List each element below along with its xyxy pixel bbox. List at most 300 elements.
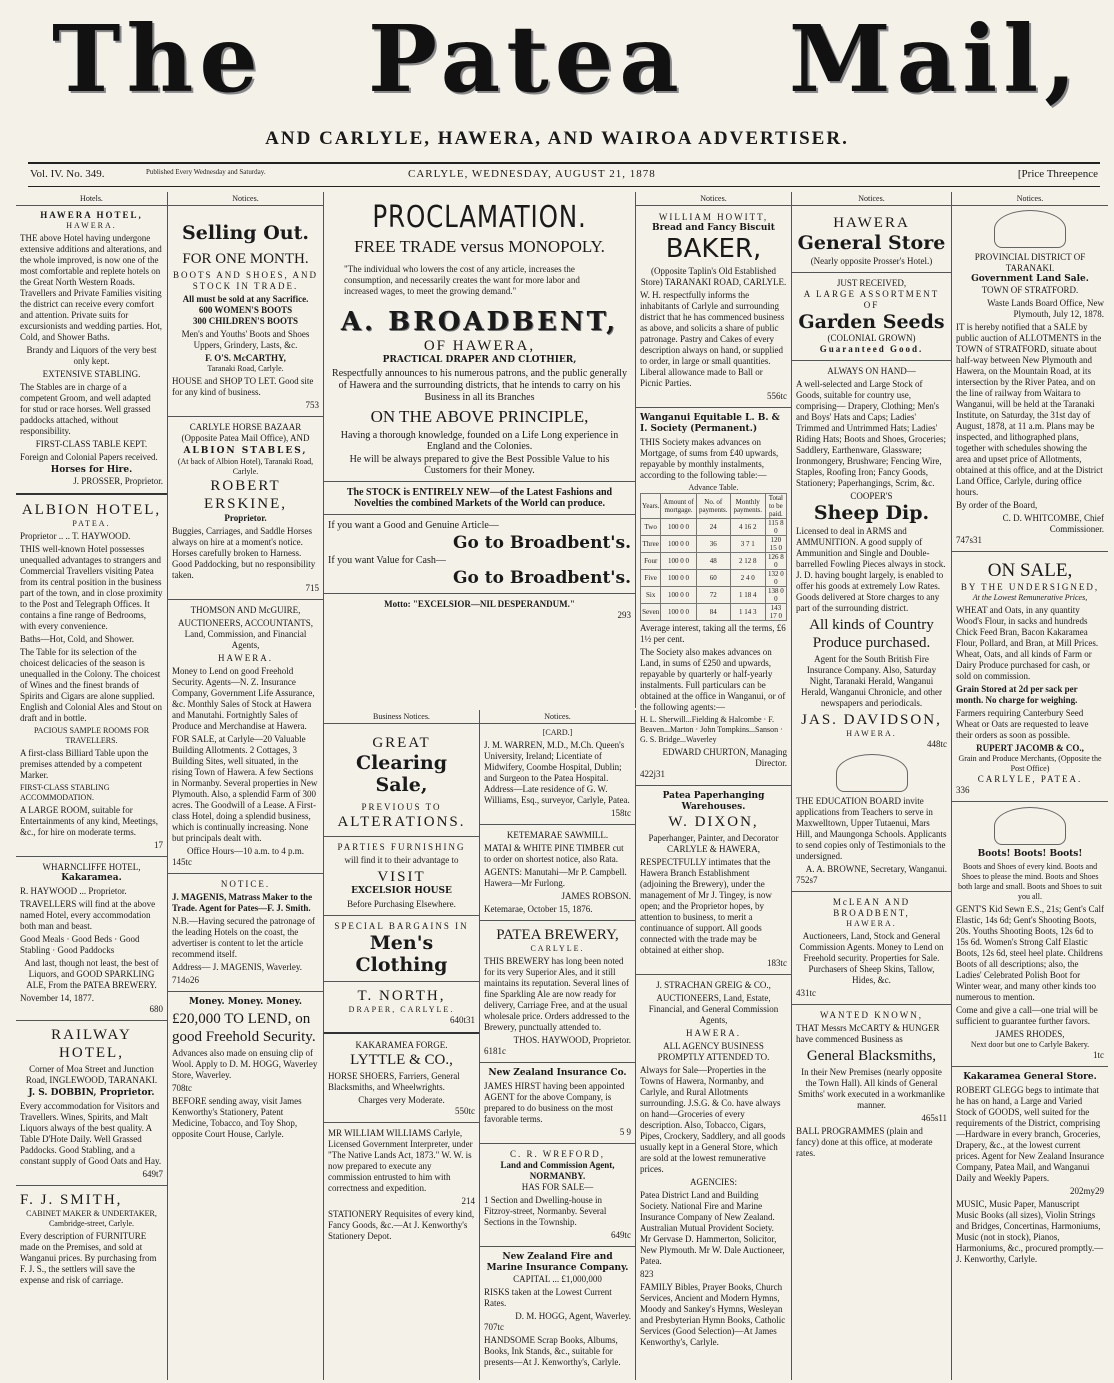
table-header-row [641, 494, 787, 519]
ad-text: IT is hereby notified that a SALE by public auction of ALLOTMENTS in the TOWN of STRATFORD, situate about half-way between New Plymouth and Hawera, on the Mountain Road, at its intersection by the River Patea, and on the line of railway from Waitara to Wanganui, will be held at the Taranaki Institute, on Saturday, the 31st day of August, 1878, at 11 a.m. Plans may be inspected, and lithographed plans, together with schedules showing the area and upset price of Allotments, obtained at this office, and at the District Land Office, Carlyle, during office hours. [956, 322, 1103, 497]
table-cell: 36 [696, 536, 730, 553]
ad-text: Auctioneers, Land, Stock and General Commission Agents. Money to Lend on Freehold security. Properties for Sale. Purchasers of Sheep Skins, Tallow, Hides, &c. [799, 931, 944, 985]
ad-subhead: 300 CHILDREN'S BOOTS [192, 316, 299, 326]
advance-table [640, 493, 787, 621]
ad-code: 752s7 [796, 875, 818, 885]
ad-subhead: Horses for Hire. [50, 465, 133, 475]
ad-subhead: A LARGE ASSORTMENT OF [803, 289, 940, 310]
ad-title: GREAT [372, 735, 431, 751]
masthead-word: Patea [367, 5, 685, 113]
ad-address: (At back of Albion Hotel), Taranaki Road, Carlyle. [177, 457, 314, 476]
ad-text: Boots and Shoes of every kind. Boots and Shoes to please the mind. Boots and Shoes both large and small. Boots and Shoes to suit you all. [957, 862, 1103, 901]
ad-text: HANDSOME Scrap Books, Albums, Books, Ink Stands, &c., suitable for presents—At J. Kenworthy's, Carlyle. [484, 1335, 621, 1367]
ad-subhead: VISIT [377, 869, 426, 885]
table-cell: 60 [696, 570, 730, 587]
royal-crest-icon [994, 807, 1066, 845]
ad-text: Address— J. MAGENIS, Waverley. [172, 962, 303, 972]
ad-text: Grain Stored at 2d per sack per month. No charge for weighing. [956, 684, 1078, 705]
ad-text: AGENTS: Manutahi—Mr P. Campbell. Hawera—Mr Furlong. [484, 867, 627, 888]
ad-subhead: AGENCIES: [690, 1177, 737, 1187]
ad-code: 431tc [796, 988, 816, 998]
ad-title: RAILWAY HOTEL, [51, 1027, 132, 1061]
ad-place: HAWERA. [66, 221, 117, 230]
ad-subhead: PACIOUS SAMPLE ROOMS FOR TRAVELLERS. [33, 726, 150, 745]
ad-text: The Society also makes advances on Land, in sums of £250 and upwards, repayable by quarterly or half-yearly instalments. Full particulars can be obtained at the office in Wanganui, or of the following agents:— [640, 647, 786, 712]
ad-title: ROBERT ERSKINE, [203, 478, 288, 512]
ad-text: RESPECTFULLY intimates that the Hawera Branch Establishment (adjoining the Brewery), under the management of Mr J. Tingey, is now open; and the Proprietor hopes, by attention to business, to merit a continuance of support. All goods connected with the trade may be obtained at either shop. [640, 857, 772, 955]
ad-code: 293 [617, 610, 631, 620]
ad-text: Brandy and Liquors of the very best only kept. [26, 345, 157, 366]
ad-address: (Nearly opposite Prosser's Hotel.) [810, 256, 933, 266]
ad-subhead: (COLONIAL GROWN) [827, 333, 916, 343]
table-cell: 72 [696, 587, 730, 604]
proclamation-text: Having a thorough knowledge, founded on a Life Long experience in England and the Colonies. [340, 430, 619, 452]
ad-subhead: J. S. DOBBIN, Proprietor. [28, 1088, 155, 1098]
ad-title: T. NORTH, [357, 988, 446, 1004]
ad-subhead: FIRST-CLASS TABLE KEPT. [35, 439, 148, 449]
ad-text: BALL PROGRAMMES (plain and fancy) done at this office, at moderate rates. [796, 1126, 933, 1158]
ad-text: MR WILLIAM WILLIAMS Carlyle, Licensed Government Interpreter, under "The Native Lands Act, 1873." W. W. is now prepared to execute any commission entrusted to him with correctness and expedition. [328, 1128, 473, 1193]
ad-text: A well-selected and Large Stock of Goods, suitable for country use, comprising— Drapery, Clothing; Men's and Boys' Hats and Caps; Ladies' Trimmed and Untrimmed Hats; Ladies' Riding Hats; Boots and Shoes, Groceries; Saddlery, Earthenware, Glassware; Ironmongery, Brushware; Fencing Wire, Staples, Roofing Iron; Fancy Goods, Stationery; Paperhangings, Scrim, &c. [796, 379, 946, 488]
ad-title: LYTTLE & CO., [350, 1052, 453, 1068]
table-cell: 2 12 8 [730, 553, 765, 570]
broadbent-trade: PRACTICAL DRAPER AND CLOTHIER, [382, 355, 577, 365]
royal-crest-icon [994, 210, 1066, 248]
ad-text: FAMILY Bibles, Prayer Books, Church Services, Ancient and Modern Hymns, Moody and Sankey's Hymns, Wesleyan and Presbyterian Hymn Books, Catholic Services (Good Selection)—At James Kenworthy's, Carlyle. [640, 1282, 786, 1347]
ad-date: Ketemarae, October 15, 1876. [484, 904, 593, 914]
ad-subhead: Bread and Fancy Biscuit [652, 223, 775, 233]
column-hotels [16, 192, 168, 1380]
ad-subhead: PREVIOUS TO [361, 802, 442, 812]
ad-subhead: Proprietor. [224, 513, 267, 523]
ad-text: In their New Premises (nearly opposite the Town Hall). All kinds of General Smiths' work executed in a workmanlike manner. [798, 1067, 945, 1110]
masthead-word: Mail, [788, 5, 1083, 113]
column-notices-2 [480, 710, 636, 1380]
ad-text: Every accommodation for Visitors and Travellers. Wines, Spirits, and Malt Liquors always of the best quality. A Table D'Hote Daily. Well Grassed Paddocks. Good Stabling, and a constant supply of Good Oats and Hay. [20, 1101, 162, 1166]
ad-title: Boots! Boots! Boots! [977, 849, 1083, 859]
proclamation-trade: FREE TRADE versus MONOPOLY. [354, 237, 605, 256]
ad-text: PARTIES FURNISHING [337, 842, 466, 852]
table-title: Advance Table. [688, 483, 739, 492]
column-business-notices [324, 710, 480, 1380]
ad-subhead: Grain and Produce Merchants, (Opposite the Post Office) [958, 754, 1102, 773]
table-body [641, 519, 787, 621]
ad-title: WHARNCLIFFE HOTEL, [42, 862, 141, 872]
ad-signature: D. M. HOGG, Agent, Waverley. [515, 1311, 631, 1321]
masthead [0, 0, 1114, 170]
ad-text: Baths—Hot, Cold, and Shower. [20, 634, 134, 644]
proclamation-text: He will be always prepared to give the Best Possible Value to his Customers for their Money. [349, 454, 610, 476]
ad-code: 145tc [172, 857, 192, 867]
proclamation-title: PROCLAMATION. [372, 200, 587, 235]
table-header-cell: No. of payments. [696, 494, 730, 519]
table-cell: 100 0 0 [661, 604, 696, 621]
ad-title: PATEA BREWERY, [496, 927, 619, 943]
ad-subhead: HAS FOR SALE— [521, 1182, 594, 1192]
column-heading: Notices. [480, 710, 635, 724]
ad-title: F. J. SMITH, [20, 1192, 123, 1208]
ad-subhead: JUST RECEIVED, [836, 278, 907, 288]
ad-text: BEFORE sending away, visit James Kenworthy's Stationery, Patent Medicine, Tobacco, and Toy Shop, opposite Court House, Carlyle. [172, 1096, 302, 1139]
column-notices-5 [952, 192, 1108, 1380]
ad-title: BAKER, [665, 234, 762, 264]
ad-text: Office Hours—10 a.m. to 4 p.m. [186, 846, 305, 856]
ad-text: THE EDUCATION BOARD invite applications from Teachers to serve in Maxwelltown, Upper Tutaenui, Mars Hill, and Maungonga Schools. Applicants to send copies only of Testimonials to the undersigned. [796, 796, 947, 861]
table-header-cell: Amount of mortgage. [661, 494, 696, 519]
ad-signature: JAS. DAVIDSON, [801, 712, 942, 728]
broadbent-name: A. BROADBENT, [340, 307, 619, 337]
ad-title: McLEAN AND BROADBENT, [832, 897, 911, 918]
royal-crest-icon [836, 754, 908, 792]
ad-title: Selling Out. [182, 222, 309, 244]
ad-signature: C. D. WHITCOMBE, Chief Commissioner. [1002, 513, 1104, 534]
ad-signature: EDWARD CHURTON, Managing Director. [662, 747, 787, 768]
ad-subhead: All must be sold at any Sacrifice. [182, 294, 309, 304]
ad-text: The Table for its selection of the choicest delicacies of the season is unequalled in the Colony. The choicest of Wines and the finest brands of Spirits and Cigars are alone supplied. English and Colonial Ales and Stout on draft and in bottle. [20, 647, 162, 723]
table-row [641, 536, 787, 553]
column-heading: Notices. [168, 192, 323, 206]
ad-title: Sheep Dip. [813, 502, 930, 524]
table-row [641, 553, 787, 570]
ad-place: HAWERA. [217, 653, 274, 663]
ad-place: HAWERA. [846, 729, 897, 738]
ad-code: 649t7 [142, 1169, 163, 1179]
ad-text: AUCTIONEERS, ACCOUNTANTS, Land, Commission, and Financial Agents, [177, 618, 314, 650]
table-cell: 120 15 0 [765, 536, 786, 553]
ad-place: HAWERA. [685, 1028, 742, 1038]
table-row [641, 604, 787, 621]
ad-text: MATAI & WHITE PINE TIMBER cut to order on shortest notice, also Rata. [484, 843, 624, 864]
columns [16, 192, 1108, 1380]
ad-code: 707tc [484, 1322, 504, 1332]
ad-subhead: COOPER'S [850, 491, 893, 501]
ad-subhead: FOR ONE MONTH. [182, 251, 309, 267]
ad-text: Licensed to deal in ARMS and AMMUNITION. A good supply of Ammunition and Single and Double-barrelled Fowling Pieces always in stock. J. D. having bought largely, is enabled to offer his goods at extremely Low Rates. Goods delivered at Store charges to any part of the surrounding district. [796, 526, 946, 613]
table-row [641, 519, 787, 536]
proclamation-go: Go to Broadbent's. [452, 533, 631, 553]
ad-code: 5 9 [619, 1127, 631, 1137]
ad-code: 6181c [484, 1046, 506, 1056]
ad-signature: F. O'S. McCARTHY, [205, 353, 286, 363]
ad-subhead: General Blacksmiths, [806, 1048, 937, 1064]
publication-schedule: Published Every Wednesday and Saturday. [146, 168, 266, 176]
dateline-bar [28, 162, 1100, 187]
ad-title: NOTICE. [220, 879, 271, 889]
ad-label: [CARD.] [542, 728, 573, 737]
ad-text: MUSIC, Music Paper, Manuscript Music Books (all sizes), Violin Strings and Bridges, Concertinas, Harmoniums, Music (not in stock), Pianos, Harmoniums, &c., procured promptly.—J. Kenworthy, Carlyle. [956, 1199, 1104, 1264]
ad-code: 465s11 [921, 1113, 947, 1123]
ad-title: Garden Seeds [798, 311, 945, 333]
ad-signature: A. A. BROWNE, Secretary, Wanganui. [805, 864, 947, 874]
ad-code: 183tc [767, 958, 787, 968]
ad-title: ALBION STABLES, [183, 446, 308, 456]
ad-subhead: AUCTIONEERS, Land, Estate, Financial, and General Commission Agents, [648, 993, 779, 1025]
ad-text: BOOTS AND SHOES, AND STOCK IN TRADE. [172, 270, 319, 291]
ad-text: J. MAGENIS, Matrass Maker to the Trade. Agent for Pates—F. J. Smith. [172, 892, 313, 913]
ad-text: Patea District Land and Building Society. National Fire and Marine Insurance Company of New Zealand. Australian Mutual Provident Society. Mr Gervase D. Hammerton, Solicitor, New Plymouth. Mr W. Dale Auctioneer, Patea. [640, 1190, 785, 1266]
ad-text: N.B.—Having secured the patronage of the leading Hotels on the coast, the advertiser is content to let the article recommend itself. [172, 916, 315, 959]
ad-code: 336 [956, 785, 970, 795]
ad-code: 422j31 [640, 769, 666, 779]
column-heading: Notices. [792, 192, 951, 206]
masthead-subtitle: AND CARLYLE, HAWERA, AND WAIROA ADVERTISER. [265, 128, 849, 149]
ad-text: GENT'S Kid Sewn E.S., 21s; Gent's Calf Elastic, 14s 6d; Gent's Shooting Boots, 20s. Youths Shooting Boots, 12s 6d to 15s 6d. Women's Strong Calf Elastic Boots, 12s 6d, steel heel plate. Childrens Boots of all descriptions; also, the Ladies' Celebrated Polish Boot for Winter wear, and many other kinds too numerous to mention. [956, 904, 1104, 1002]
table-cell: Four [641, 553, 661, 570]
ad-text: Always for Sale—Properties in the Towns of Hawera, Normanby, and Carlyle, and Rural Allotments surrounding. J.S.G. & Co. have always on hand—Groceries of every description. Also, Tobacco, Cigars, Pipes, Crockery, Saddlery, and all goods usually kept in a General Store, which are sold at the lowest remunerative prices. [640, 1065, 786, 1174]
ad-title: WILLIAM HOWITT, [658, 212, 769, 222]
ad-text: will find it to their advantage to [344, 855, 459, 865]
ad-code: 649tc [611, 1230, 631, 1240]
table-cell: Six [641, 587, 661, 604]
column-heading: Notices. [636, 192, 791, 206]
ad-title: C. R. WREFORD, [509, 1149, 606, 1159]
ad-text: THIS Society makes advances on Mortgage, of sums from £40 upwards, repayable by monthly instalments, according to the following table:— [640, 437, 779, 480]
ad-place: CARLYLE. [530, 944, 585, 953]
ad-title: ON SALE, [987, 560, 1073, 581]
ad-title: Government Land Sale. [971, 274, 1089, 284]
ad-text: SPECIAL BARGAINS IN [334, 921, 469, 931]
ad-subhead: EXCELSIOR HOUSE [351, 886, 452, 896]
ad-text: FOR SALE, at Carlyle—20 Valuable Building Allotments. 2 Cottages, 3 Building Sites, well situated, in the rising Town of Hawera. A few Sections in Normanby. Several properties in New Plymouth. Also, a splendid Farm of 300 acres. The Goodwill of a Lease. A First-class Hotel, doing a splendid business, which is continually increasing. None but principals dealt with. [172, 734, 318, 843]
ad-text: Men's and Youths' Boots and Shoes Uppers, Grindery, Lasts, &c. [181, 329, 310, 350]
ad-text: Waste Lands Board Office, New Plymouth, July 12, 1878. [987, 298, 1104, 319]
ad-text: HORSE SHOERS, Farriers, General Blacksmiths, and Wheelwrights. [328, 1071, 460, 1092]
ad-text: Farmers requiring Canterbury Seed Wheat or Oats are requested to leave their orders as soon as possible. [956, 708, 1089, 740]
ad-title: W. DIXON, [668, 814, 759, 830]
table-cell: 48 [696, 553, 730, 570]
ad-code: 214 [461, 1196, 475, 1206]
ad-subhead: Paperhanger, Painter, and Decorator CARLYLE & HAWERA, [648, 833, 779, 854]
broadbent-place: OF HAWERA, [423, 338, 536, 354]
column-heading: Business Notices. [324, 710, 479, 724]
ad-text: A LARGE ROOM, suitable for Entertainments of any kind, Meetings, &c., for hire on moderate terms. [20, 805, 158, 837]
ad-signature: RUPERT JACOMB & CO., [976, 743, 1084, 753]
table-cell: Seven [641, 604, 661, 621]
ad-title: New Zealand Insurance Co. [488, 1068, 627, 1078]
table-cell: 2 4 0 [730, 570, 765, 587]
ad-code: 747s31 [956, 535, 983, 545]
table-cell: 1 14 3 [730, 604, 765, 621]
ad-title: HAWERA HOTEL, [40, 210, 143, 220]
ad-text: STATIONERY Requisites of every kind, Fancy Goods, &c.—At J. Kenworthy's Stationery Depot. [328, 1209, 475, 1241]
column-heading: Hotels. [16, 192, 167, 206]
ad-place: HAWERA. [846, 919, 897, 928]
ad-subhead: DRAPER, CARLYLE. [348, 1005, 455, 1014]
proclamation-go: Go to Broadbent's. [452, 568, 631, 588]
table-header-cell: Monthly payments. [730, 494, 765, 519]
ad-title: ALBION HOTEL, [21, 502, 162, 518]
table-cell: 115 8 0 [765, 519, 786, 536]
table-row [641, 587, 787, 604]
table-header-cell: Years. [641, 494, 661, 519]
ad-text: A first-class Billiard Table upon the premises attended by a competent Marker. [20, 748, 149, 780]
ad-code: 823 [640, 1269, 654, 1279]
table-cell: 3 7 1 [730, 536, 765, 553]
ad-place: Kakaramea. [61, 873, 122, 883]
ad-title: Men's Clothing [355, 932, 448, 976]
masthead-title [0, 4, 1114, 114]
ad-text: RISKS taken at the Lowest Current Rates. [484, 1287, 612, 1308]
ad-text: JAMES HIRST having been appointed AGENT for the above Company, is prepared to do business on the most favorable terms. [484, 1081, 625, 1124]
table-cell: Five [641, 570, 661, 587]
proclamation-principle: ON THE ABOVE PRINCIPLE, [370, 407, 589, 426]
proclamation-want: If you want Value for Cash— [328, 555, 446, 566]
ad-subhead: TOWN OF STRATFORD. [981, 285, 1079, 295]
ad-title: KAKARAMEA FORGE. [355, 1040, 448, 1050]
ad-code: 448tc [927, 739, 947, 749]
ad-text: HOUSE and SHOP TO LET. Good site for any kind of business. [172, 376, 314, 397]
ad-text: Buggies, Carriages, and Saddle Horses always on hire at a moment's notice. Horses carefully broken to Harness. Good Paddocking, but no responsibility taken. [172, 526, 316, 580]
ad-title: KETEMARAE SAWMILL. [506, 830, 609, 840]
ad-code: 715 [305, 583, 319, 593]
table-cell: 1 18 4 [730, 587, 765, 604]
ad-signature: JAMES RHODES, [995, 1029, 1065, 1039]
proclamation-quote: "The individual who lowers the cost of any article, increases the consumption, and necessarily creates the want for more labor and increased wages, to meet the growing demand." [344, 264, 580, 296]
ad-signature: THOS. HAYWOOD, Proprietor. [513, 1035, 631, 1045]
ad-code: 1tc [1093, 1050, 1104, 1060]
ad-text: The Stables are in charge of a competent Groom, and well adapted for stud or race horses. Well grassed paddocks attached, without responsibility. [20, 382, 151, 436]
ad-text: Corner of Moa Street and Junction Road, INGLEWOOD, TARANAKI. [25, 1064, 158, 1085]
table-cell: 126 8 0 [765, 553, 786, 570]
ad-text: TRAVELLERS will find at the above named Hotel, every accommodation both man and beast. [20, 899, 156, 931]
ad-subhead: Land and Commission Agent, NORMANBY. [500, 1160, 615, 1181]
table-header-cell: Total to be paid. [765, 494, 786, 519]
ad-text: 1 Section and Dwelling-house in Fitzroy-street, Normanby. Several Sections in the Township. [484, 1195, 607, 1227]
issue-price: [Price Threepence [1017, 168, 1098, 180]
ad-title: Money. Money. Money. [189, 997, 302, 1007]
proclamation-want: If you want a Good and Genuine Article— [328, 520, 499, 531]
ad-subhead: 600 WOMEN'S BOOTS [198, 305, 293, 315]
proclamation-motto: Motto: "EXCELSIOR—NIL DESPERANDUM." [384, 599, 575, 609]
ad-place: PATEA. [72, 519, 111, 528]
ad-signature: JAMES ROBSON. [561, 891, 631, 901]
ad-subhead: All kinds of Country Produce purchased. [809, 617, 934, 651]
ad-text: J. M. WARREN, M.D., M.Ch. Queen's University, Ireland; Licentiate of Midwifery, Coombe Hospital, Dublin; and Surgeon to the Patea Hospital. Address—Late residence of G. W. Williams, Esq., surveyor, Carlyle, Patea. [484, 740, 630, 805]
ad-code: 640t31 [449, 1015, 475, 1025]
ad-text: CAPITAL ... £1,000,000 [513, 1274, 602, 1284]
ad-text: THAT Messrs McCARTY & HUNGER have commenced Business as [796, 1023, 940, 1044]
ad-address: Taranaki Road, Carlyle. [207, 364, 284, 373]
ad-text: H. L. Sherwill...Fielding & Halcombe · F. Beaven...Marton · John Tompkins...Sanson · G. S. Bridge...Waverley [640, 715, 783, 744]
table-cell: 100 0 0 [661, 570, 696, 587]
proclamation-stock: The STOCK is ENTIRELY NEW—of the Latest Fashions and Novelties the combined Markets of the World can produce. [346, 487, 613, 509]
column-heading: Notices. [952, 192, 1108, 206]
ad-text: Charges very Moderate. [358, 1095, 445, 1105]
ad-code: 556tc [767, 391, 787, 401]
ad-text: WHEAT and Oats, in any quantity Wood's Flour, in sacks and hundreds Chick Feed Bran, Bacon Kakaramea Flour, Pollard, and Bran, at Mill Prices. Wheat, Oats, and all kinds of Farm or Dairy Produce purchased for cash, or sold on commission. [956, 605, 1099, 681]
ad-title: WANTED KNOWN, [820, 1010, 923, 1020]
ad-code: 680 [149, 1004, 163, 1014]
ad-text: W. H. respectfully informs the inhabitants of Carlyle and surrounding district that he has commenced business as above, and solicits a share of public patronage. Pastry and Cakes of every description always on hand, or supplied to order, in large or small quantities. Liberal allowance made to Ball or Picnic Parties. [640, 290, 785, 388]
ad-subhead: Guaranteed Good. [819, 344, 924, 354]
ad-address: (Opposite Taplin's Old Established Store) TARANAKI ROAD, CARLYLE. [640, 266, 787, 287]
ad-text: THIS well-known Hotel possesses unequalled advantages to strangers and Commercial Travellers visiting Patea from its central position in the business part of the town, and in close proximity to the Post and Telegraph Offices. It contains a fine range of Bedrooms, with every convenience. [20, 544, 163, 631]
ad-text: Come and give a call—one trial will be sufficient to guarantee further favors. [956, 1005, 1098, 1026]
ad-text: R. HAYWOOD ... Proprietor. [20, 886, 127, 896]
ad-subhead: ALL AGENCY BUSINESS PROMPTLY ATTENDED TO. [657, 1041, 770, 1062]
ad-subhead: ALTERATIONS. [337, 814, 466, 830]
ad-title: Kakaramea General Store. [963, 1072, 1097, 1082]
ad-title: THOMSON AND McGUIRE, [190, 605, 301, 615]
ad-text: Before Purchasing Elsewhere. [347, 899, 456, 909]
proclamation-text: Respectfully announces to his numerous patrons, and the public generally of Hawera and the surrounding districts, that he intends to carry on his Business in all its Branches [332, 368, 627, 403]
ad-title: J. STRACHAN GREIG & CO., [656, 980, 771, 990]
ad-code: 753 [305, 400, 319, 410]
ad-subhead: EXTENSIVE STABLING. [42, 369, 141, 379]
ad-text: Foreign and Colonial Papers received. [20, 452, 158, 462]
column-notices-4 [792, 192, 952, 1380]
ad-subhead: FIRST-CLASS STABLING ACCOMMODATION. [20, 783, 110, 802]
ad-text: Agent for the South British Fire Insurance Company. Also, Saturday Night, Taranaki Herald, Wanganui Herald, Wanganui Chronicle, and other newspapers and periodicals. [800, 654, 943, 708]
ad-text: THE above Hotel having undergone extensive additions and alterations, and the whole improved, is now one of the most comfortable and replete hotels on the Great North Western Roads. Travellers and Private Families visiting the district can receive every comfort and attention. Private suits for excursionists and wedding parties. Hot, Cold, and Shower Baths. [20, 233, 162, 342]
ad-text: Advances also made on ensuing clip of Wool. Apply to D. M. HOGG, Waverley Store, Waverley. [172, 1048, 318, 1080]
table-cell: 100 0 0 [661, 553, 696, 570]
ad-text: CARLYLE HORSE BAZAAR (Opposite Patea Mail Office), AND [181, 422, 310, 443]
ad-title: Wanganui Equitable L. B. & I. Society (Permanent.) [640, 413, 780, 434]
ad-title: New Zealand Fire and Marine Insurance Company. [486, 1252, 629, 1273]
ad-address: Next door but one to Carlyle Bakery. [970, 1040, 1090, 1049]
ad-text: Every description of FURNITURE made on the Premises, and sold at Wanganui prices. By purchasing from F. J. S., the settlers will save the expense and risk of carriage. [20, 1231, 157, 1285]
table-cell: Two [641, 519, 661, 536]
ad-text: Average interest, taking all the terms, £6 1½ per cent. [640, 623, 786, 644]
ad-title: Clearing Sale, [355, 752, 448, 796]
table-row [641, 570, 787, 587]
ad-title: HAWERA [833, 215, 910, 231]
table-cell: 100 0 0 [661, 519, 696, 536]
volume-number: Vol. IV. No. 349. [30, 168, 105, 180]
ad-title: PROVINCIAL DISTRICT OF TARANAKI. [974, 252, 1086, 273]
masthead-word: The [52, 5, 264, 113]
ad-code: 708tc [172, 1083, 192, 1093]
ad-text: £20,000 TO LEND, on good Freehold Security. [172, 1011, 316, 1045]
ad-subhead: At the Lowest Remunerative Prices, [972, 593, 1088, 602]
column-notices-1 [168, 192, 324, 1380]
table-cell: 24 [696, 519, 730, 536]
ad-title: Patea Paperhanging Warehouses. [662, 791, 765, 812]
table-cell: 138 0 0 [765, 587, 786, 604]
table-cell: 4 16 2 [730, 519, 765, 536]
proclamation-ad [324, 192, 636, 708]
ad-code: 158tc [611, 808, 631, 818]
table-cell: 100 0 0 [661, 587, 696, 604]
table-cell: 143 17 0 [765, 604, 786, 621]
ad-subhead: BY THE UNDERSIGNED, [960, 582, 1100, 592]
ad-date: November 14, 1877. [20, 993, 94, 1003]
ad-text: THIS BREWERY has long been noted for its very Superior Ales, and it still maintains its reputation. Several lines of fine Sparkling Ale are now ready for delivery, Carriage Free, and at the usual wholesale price. Orders addressed to the Brewery, punctually attended to. [484, 956, 630, 1032]
ad-text: Money to Lend on good Freehold Security. Agents—N. Z. Insurance Company, Government Life Assurance, &c. Monthly Sales of Stock at Hawera and Manutahi. Fortnightly Sales of Produce and Merchandise at Hawera. [172, 666, 315, 731]
ad-title: General Store [797, 232, 946, 254]
ad-subhead: CABINET MAKER & UNDERTAKER, Cambridge-street, Carlyle. [26, 1209, 157, 1228]
ad-code: 550tc [455, 1106, 475, 1116]
ad-code: 714o26 [172, 975, 199, 985]
ad-text: ROBERT GLEGG begs to intimate that he has on hand, a Large and Varied Stock of GOODS, well suited for the requirements of the District, comprising—Hardware in every branch, Groceries, Drapery, &c., at the lowest current prices. Agent for New Zealand Insurance Company, Patea Mail, and Wanganui Daily and Weekly Papers. [956, 1085, 1104, 1183]
column-notices-3 [636, 192, 792, 1380]
ad-place: CARLYLE, PATEA. [977, 774, 1083, 784]
ad-text: Good Meals · Good Beds · Good Stabling · Good Paddocks [20, 934, 140, 955]
ad-subhead: ALWAYS ON HAND— [827, 366, 916, 376]
ad-signature: J. PROSSER, Proprietor. [73, 476, 163, 486]
table-cell: Three [641, 536, 661, 553]
ad-code: 17 [154, 840, 163, 850]
issue-date: CARLYLE, WEDNESDAY, AUGUST 21, 1878 [408, 168, 656, 180]
ad-text: And last, though not least, the best of Liquors, and GOOD SPARKLING ALE, From the PATEA BREWERY. [24, 958, 159, 990]
table-cell: 132 0 0 [765, 570, 786, 587]
table-cell: 100 0 0 [661, 536, 696, 553]
table-cell: 84 [696, 604, 730, 621]
ad-text: Proprietor .. .. T. HAYWOOD. [20, 531, 131, 541]
ad-text: By order of the Board, [956, 500, 1038, 510]
ad-code: 202my29 [1069, 1186, 1104, 1196]
